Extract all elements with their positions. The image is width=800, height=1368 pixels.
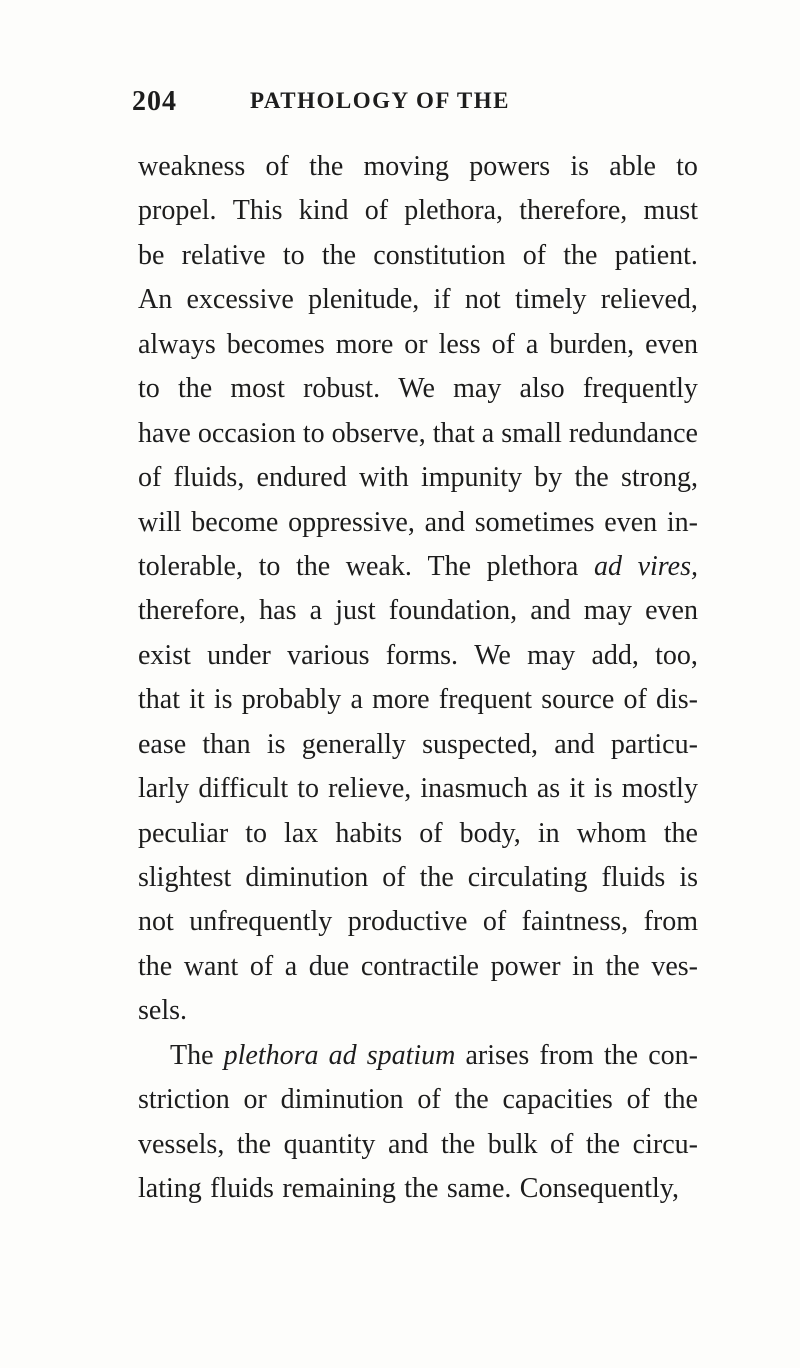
text-line: therefore, has a just foundation, and may even — [138, 595, 698, 627]
page-number: 204 — [132, 86, 177, 117]
text-line: exist under various forms. We may add, too, — [138, 639, 698, 671]
text-line: ease than is generally suspected, and particu- — [138, 728, 698, 760]
text-line: to the most robust. We may also frequently — [138, 373, 698, 405]
running-head — [132, 86, 672, 122]
text-line: propel. This kind of plethora, therefore, must — [138, 195, 698, 227]
running-title: PATHOLOGY OF THE — [250, 88, 510, 113]
text-line: the want of a due contractile power in the ves- — [138, 950, 698, 982]
text-line: that it is probably a more frequent source of dis- — [138, 684, 698, 716]
text-line: of fluids, endured with impunity by the strong, — [138, 462, 698, 494]
text-line: sels. — [138, 995, 187, 1027]
body-text — [138, 145, 698, 1212]
text-line: have occasion to observe, that a small redundance — [138, 417, 698, 449]
text-line: always becomes more or less of a burden, even — [138, 328, 698, 360]
text-line: striction or diminution of the capacities of the — [138, 1084, 698, 1116]
text-line: weakness of the moving powers is able to — [138, 151, 698, 182]
text-line: An excessive plenitude, if not timely relieved, — [138, 284, 698, 316]
text-line: not unfrequently productive of faintness, from — [138, 906, 698, 938]
text-line: be relative to the constitution of the patient. — [138, 239, 698, 271]
text-line: peculiar to lax habits of body, in whom the — [138, 817, 698, 849]
text-line: tolerable, to the weak. The plethora ad vires, — [138, 550, 698, 582]
text-line: The plethora ad spatium arises from the con- — [170, 1039, 698, 1071]
text-line: slightest diminution of the circulating fluids is — [138, 862, 698, 893]
text-line: lating fluids remaining the same. Consequently, — [138, 1173, 679, 1205]
text-line: vessels, the quantity and the bulk of the circu- — [138, 1128, 698, 1160]
text-line: larly difficult to relieve, inasmuch as it is mostly — [138, 773, 698, 805]
text-line: will become oppressive, and sometimes even in- — [138, 506, 698, 538]
